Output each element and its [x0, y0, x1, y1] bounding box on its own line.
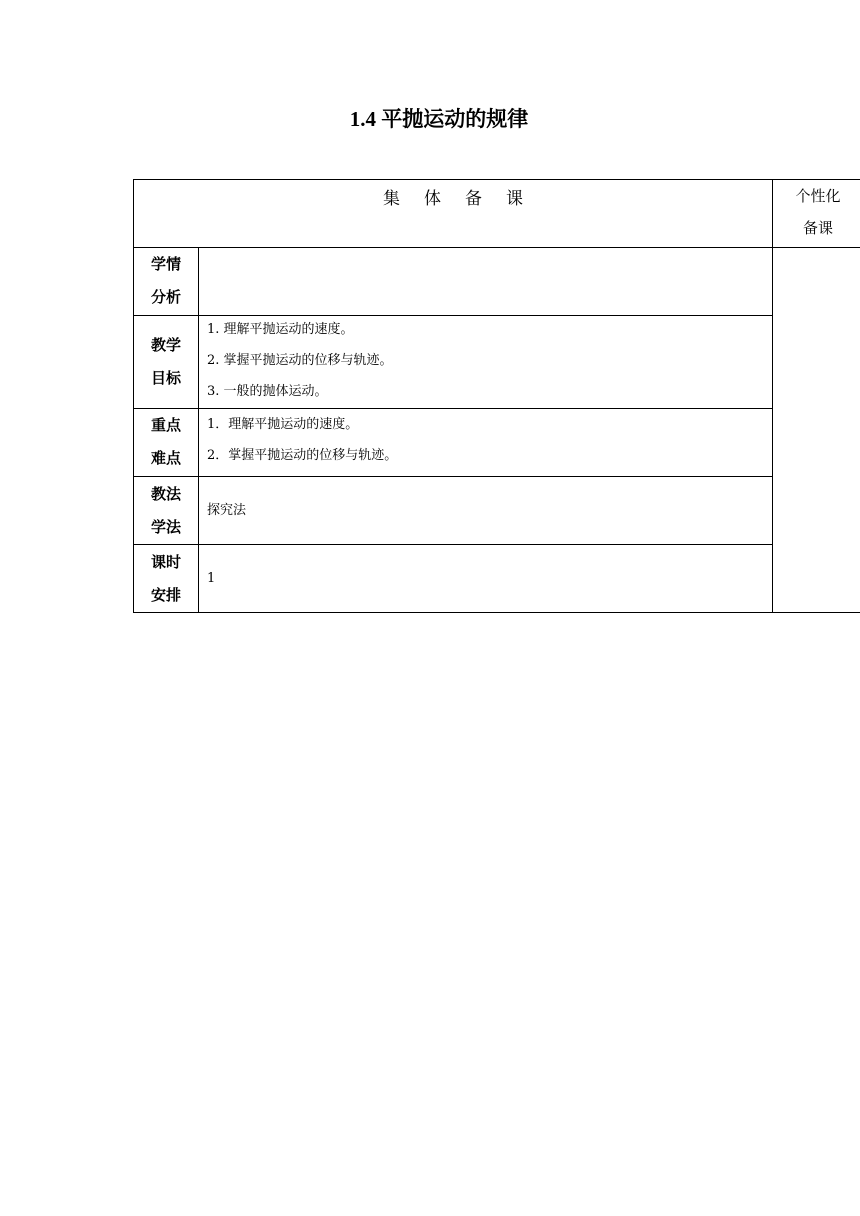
list-item: 2. 掌握平抛运动的位移与轨迹。 — [207, 352, 393, 368]
class-hours-content — [199, 545, 773, 613]
row-label-line1: 课时 — [150, 552, 181, 571]
list-item: 1．理解平抛运动的速度。 — [207, 417, 359, 432]
row-label-objectives — [134, 316, 199, 409]
personal-prep-label-line1: 个性化 — [795, 187, 841, 205]
row-label-line2: 目标 — [150, 369, 181, 387]
lesson-plan-table — [133, 179, 860, 613]
row-label-line1: 教学 — [150, 336, 181, 354]
collective-prep-header — [134, 180, 773, 248]
row-label-schedule — [134, 545, 199, 613]
row-label-line1: 教法 — [150, 484, 181, 503]
row-label-line2: 安排 — [150, 585, 181, 604]
page-title: 1.4 平抛运动的规律 — [349, 107, 529, 131]
key-difficult-points-content — [199, 409, 773, 477]
row-label-situation — [134, 248, 199, 316]
row-label-line2: 学法 — [150, 517, 181, 536]
row-label-methods — [134, 477, 199, 545]
table-row — [134, 545, 860, 613]
list-item: 2．掌握平抛运动的位移与轨迹。 — [207, 448, 398, 463]
teaching-objectives-content — [199, 316, 773, 409]
situation-analysis-content — [199, 248, 773, 316]
row-label-line1: 学情 — [150, 255, 181, 273]
list-item: 1 — [207, 571, 216, 586]
personal-prep-area — [773, 248, 860, 613]
table-header-row — [134, 180, 860, 248]
list-item: 1. 理解平抛运动的速度。 — [207, 321, 354, 337]
row-label-line1: 重点 — [150, 416, 181, 434]
row-label-line2: 分析 — [150, 288, 181, 306]
list-item: 探究法 — [207, 503, 247, 518]
table-row — [134, 409, 860, 477]
table-row — [134, 477, 860, 545]
teaching-methods-content — [199, 477, 773, 545]
row-label-line2: 难点 — [150, 449, 181, 467]
row-label-key-points — [134, 409, 199, 477]
personal-prep-header — [773, 180, 860, 248]
list-item: 3. 一般的抛体运动。 — [207, 383, 328, 399]
table-row — [134, 248, 860, 316]
table-row — [134, 316, 860, 409]
collective-prep-label: 集体备课 — [383, 189, 547, 209]
personal-prep-label-line2: 备课 — [802, 219, 833, 237]
